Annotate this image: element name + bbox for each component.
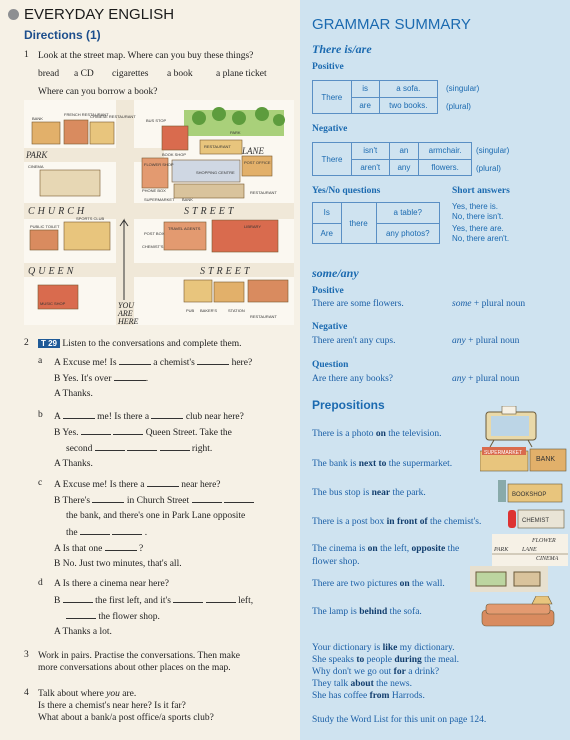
place-public-toilet: PUBLIC TOILET [30, 224, 60, 229]
answer-blank[interactable] [80, 526, 110, 535]
place-flower-shop: FLOWER SHOP [144, 162, 174, 167]
place-chinese-restaurant: CHINESE RESTAURANT [90, 114, 136, 119]
dialogue-line: A Is there a cinema near here? [54, 579, 169, 589]
table-cell: are [351, 97, 379, 114]
preposition-example: The lamp is behind the sofa. [312, 607, 422, 617]
answer-blank[interactable] [224, 494, 254, 503]
dialogue-line: A Thanks a lot. [54, 627, 112, 637]
plural-note: (plural) [476, 164, 501, 173]
bank-sign: BANK [536, 456, 556, 463]
table-cell: two books. [379, 97, 437, 114]
park-label: PARK [494, 547, 509, 553]
table-cell: any [389, 159, 419, 176]
short-answer: No, there aren't. [452, 234, 510, 243]
table-cell: an [389, 143, 419, 160]
dialogue-letter: d [38, 578, 43, 588]
section-heading [8, 6, 174, 23]
rule-text: some + plural noun [452, 299, 526, 309]
place-bakers: BAKER'S [200, 308, 217, 313]
place-sports-club: SPORTS CLUB [76, 216, 105, 221]
negative-table [312, 142, 472, 176]
preposition-example-cont: flower shop. [312, 557, 360, 567]
exercise-text: Work in pairs. Practise the conversations. Then make [38, 651, 240, 661]
place-pub: PUB [186, 308, 195, 313]
dialogue-line: B the first left, and it's left, [54, 596, 254, 606]
item-bread: bread [38, 69, 60, 79]
lane-label: LANE [522, 547, 537, 553]
answer-blank[interactable] [206, 594, 236, 603]
building-bookshop [162, 126, 188, 150]
sofa-lamp-illustration [476, 596, 560, 630]
place-bank: BANK [32, 116, 43, 121]
answer-blank[interactable] [66, 610, 96, 619]
street-label-queen: QUEEN [28, 266, 77, 277]
building-cinema [40, 170, 100, 196]
place-shopping-centre: SHOPPING CENTRE [196, 170, 235, 175]
table-cell: There [313, 81, 352, 114]
building-public-toilet [30, 230, 58, 250]
preposition-example: The bank is next to the supermarket. [312, 459, 453, 469]
yes-no-table [312, 202, 440, 244]
place-bank-2: BANK [182, 197, 193, 202]
place-phone-box: PHONE BOX [142, 188, 166, 193]
answer-blank[interactable] [192, 494, 222, 503]
street-map [24, 100, 294, 325]
short-answer: Yes, there are. [452, 224, 504, 233]
chemist-sign: CHEMIST [522, 518, 549, 524]
building-french-restaurant [64, 120, 88, 144]
exercise-number: 3 [24, 650, 29, 660]
yes-no-heading: Yes/No questions [312, 186, 381, 196]
place-supermarket: SUPERMARKET [144, 197, 175, 202]
dialogue-line: B No. Just two minutes, that's all. [54, 559, 182, 569]
answer-blank[interactable] [119, 356, 151, 365]
final-example: She speaks to people during the meal. [312, 655, 459, 665]
dialogue-line: B Yes. Queen Street. Take the [54, 428, 232, 438]
track-badge: T 29 [38, 339, 60, 348]
place-restaurant-2: RESTAURANT [250, 190, 277, 195]
answer-blank[interactable] [151, 410, 183, 419]
instruction-text: Listen to the conversations and complete them. [62, 339, 242, 349]
street-label-street-2: STREET [200, 266, 253, 277]
pictures-on-wall-illustration [470, 566, 548, 592]
some-any-negative: Negative [312, 322, 348, 332]
table-cell: aren't [351, 159, 389, 176]
flower-label: FLOWER [532, 538, 556, 544]
place-park: PARK [230, 130, 241, 135]
plural-note: (plural) [446, 102, 471, 111]
place-post-box: POST BOX [144, 231, 165, 236]
exercise-number: 1 [24, 50, 29, 60]
study-note: Study the Word List for this unit on page 124. [312, 715, 487, 725]
table-cell: There [313, 143, 352, 176]
dialogue-line: A Thanks. [54, 389, 93, 399]
answer-blank[interactable] [112, 526, 142, 535]
answer-blank[interactable] [160, 442, 190, 451]
chemist-post-box-illustration [506, 508, 566, 530]
table-cell: armchair. [419, 143, 472, 160]
building-chinese-restaurant [90, 122, 114, 144]
table-cell: any photos? [376, 223, 439, 244]
singular-note: (singular) [476, 146, 510, 155]
place-library: LIBRARY [244, 224, 262, 229]
answer-blank[interactable] [95, 442, 125, 451]
answer-blank[interactable] [92, 494, 124, 503]
dialogue-letter: b [38, 410, 43, 420]
building-station-restaurant [248, 280, 288, 302]
building-pub [184, 280, 212, 302]
answer-blank[interactable] [114, 372, 146, 381]
answer-blank[interactable] [63, 410, 95, 419]
street-label-lane: LANE [242, 146, 265, 156]
final-example: Your dictionary is like my dictionary. [312, 643, 455, 653]
dialogue-letter: a [38, 356, 43, 366]
dialogue-line: second right. [66, 444, 213, 454]
dialogue-line: the bank, and there's one in Park Lane opposite [66, 511, 246, 521]
supermarket-bank-illustration [480, 447, 568, 473]
dialogue-line: A Is that one ? [54, 544, 144, 554]
item-plane-ticket: a plane ticket [216, 69, 267, 79]
building-bank [32, 122, 60, 144]
building-post-office [242, 156, 272, 176]
item-book: a book [167, 69, 193, 79]
exercise-instruction [38, 338, 242, 350]
table-cell: a table? [376, 203, 439, 224]
television-illustration [478, 406, 548, 448]
place-station: STATION [228, 308, 245, 313]
exercise-text: What about a bank/a post office/a sports club? [38, 713, 214, 723]
rule-text: any + plural noun [452, 374, 520, 384]
example-sentence: There are some flowers. [312, 299, 404, 309]
dialogue-line: A Excuse me! Is a chemist's here? [54, 358, 253, 368]
you-label: YOU [118, 301, 135, 310]
positive-table [312, 80, 438, 114]
cinema-flower-shop-illustration [492, 534, 568, 566]
building-sports-club [64, 222, 110, 250]
place-restaurant-1: RESTAURANT [204, 144, 231, 149]
place-post-office: POST OFFICE [244, 160, 271, 165]
grammar-summary-title: GRAMMAR SUMMARY [312, 16, 471, 33]
exercise-text: Look at the street map. Where can you buy these things? [38, 51, 254, 61]
place-music-shop: MUSIC SHOP [40, 301, 66, 306]
answer-blank[interactable] [63, 594, 93, 603]
preposition-example: There is a photo on the television. [312, 429, 442, 439]
answer-blank[interactable] [127, 442, 157, 451]
answer-blank[interactable] [147, 478, 179, 487]
directions-title: Directions (1) [24, 28, 101, 42]
final-example: Why don't we go out for a drink? [312, 667, 440, 677]
exercise-number: 4 [24, 688, 29, 698]
place-cinema: CINEMA [28, 164, 44, 169]
example-sentence: Are there any books? [312, 374, 393, 384]
table-cell: Is [313, 203, 342, 224]
exercise-text: Talk about where you are. [38, 689, 137, 699]
preposition-example: The bus stop is near the park. [312, 488, 426, 498]
building-supermarket [174, 184, 244, 198]
preposition-example: There are two pictures on the wall. [312, 579, 445, 589]
exercise-number: 2 [24, 338, 29, 348]
are-label: ARE [118, 309, 133, 318]
example-sentence: There aren't any cups. [312, 336, 396, 346]
bookshop-illustration [498, 478, 564, 504]
singular-note: (singular) [446, 84, 480, 93]
dialogue-line: B Yes. It's over . [54, 374, 149, 384]
preposition-example: There is a post box in front of the chemist's. [312, 517, 482, 527]
answer-blank[interactable] [197, 356, 229, 365]
final-example: She has coffee from Harrods. [312, 691, 425, 701]
exercise-text: Is there a chemist's near here? Is it far? [38, 701, 186, 711]
answer-blank[interactable] [113, 426, 143, 435]
bullet-icon [8, 9, 19, 20]
dialogue-line: the . [66, 528, 148, 538]
positive-heading: Positive [312, 62, 344, 72]
table-cell: there [341, 203, 376, 244]
dialogue-line: A me! Is there a club near here? [54, 412, 244, 422]
short-answer: Yes, there is. [452, 202, 498, 211]
street-label-street-1: STREET [184, 206, 237, 217]
preposition-example: The cinema is on the left, opposite the [312, 544, 460, 554]
place-french-restaurant: FRENCH RESTAURANT [64, 112, 109, 117]
prepositions-heading: Prepositions [312, 398, 385, 412]
place-restaurant-3: RESTAURANT [250, 314, 277, 319]
exercise-question: Where can you borrow a book? [38, 87, 158, 97]
table-cell: flowers. [419, 159, 472, 176]
answer-blank[interactable] [105, 542, 137, 551]
place-chemists: CHEMIST'S [142, 244, 164, 249]
item-cd: a CD [74, 69, 94, 79]
table-cell: a sofa. [379, 81, 437, 98]
some-any-heading: some/any [312, 266, 359, 280]
bookshop-sign: BOOKSHOP [512, 492, 547, 498]
dialogue-line: A Excuse me! Is there a near here? [54, 480, 221, 490]
street-label-church: CHURCH [28, 206, 88, 217]
place-book-shop: BOOK SHOP [162, 152, 187, 157]
item-cigarettes: cigarettes [112, 69, 149, 79]
dialogue-letter: c [38, 478, 43, 488]
street-label-park: PARK [26, 150, 48, 160]
short-answers-heading: Short answers [452, 186, 510, 196]
answer-blank[interactable] [173, 594, 203, 603]
place-travel-agents: TRAVEL AGENTS [168, 226, 201, 231]
short-answer: No, there isn't. [452, 212, 504, 221]
building-bakers [214, 282, 244, 302]
some-any-positive: Positive [312, 286, 344, 296]
table-cell: isn't [351, 143, 389, 160]
negative-heading: Negative [312, 124, 348, 134]
place-bus-stop: BUS STOP [146, 118, 167, 123]
table-cell: Are [313, 223, 342, 244]
dialogue-line: A Thanks. [54, 459, 93, 469]
some-any-question: Question [312, 360, 349, 370]
here-label: HERE [118, 317, 139, 325]
table-cell: is [351, 81, 379, 98]
dialogue-line: the flower shop. [66, 610, 160, 623]
answer-blank[interactable] [81, 426, 111, 435]
supermarket-sign: SUPERMARKET [484, 450, 523, 456]
dialogue-line: B There's in Church Street [54, 494, 254, 507]
final-example: They talk about the news. [312, 679, 413, 689]
section-title: EVERYDAY ENGLISH [24, 6, 175, 23]
there-is-are-heading: There is/are [312, 42, 372, 56]
exercise-text: more conversations about other places on the map. [38, 663, 231, 673]
cinema-label: CINEMA [536, 556, 559, 562]
rule-text: any + plural noun [452, 336, 520, 346]
